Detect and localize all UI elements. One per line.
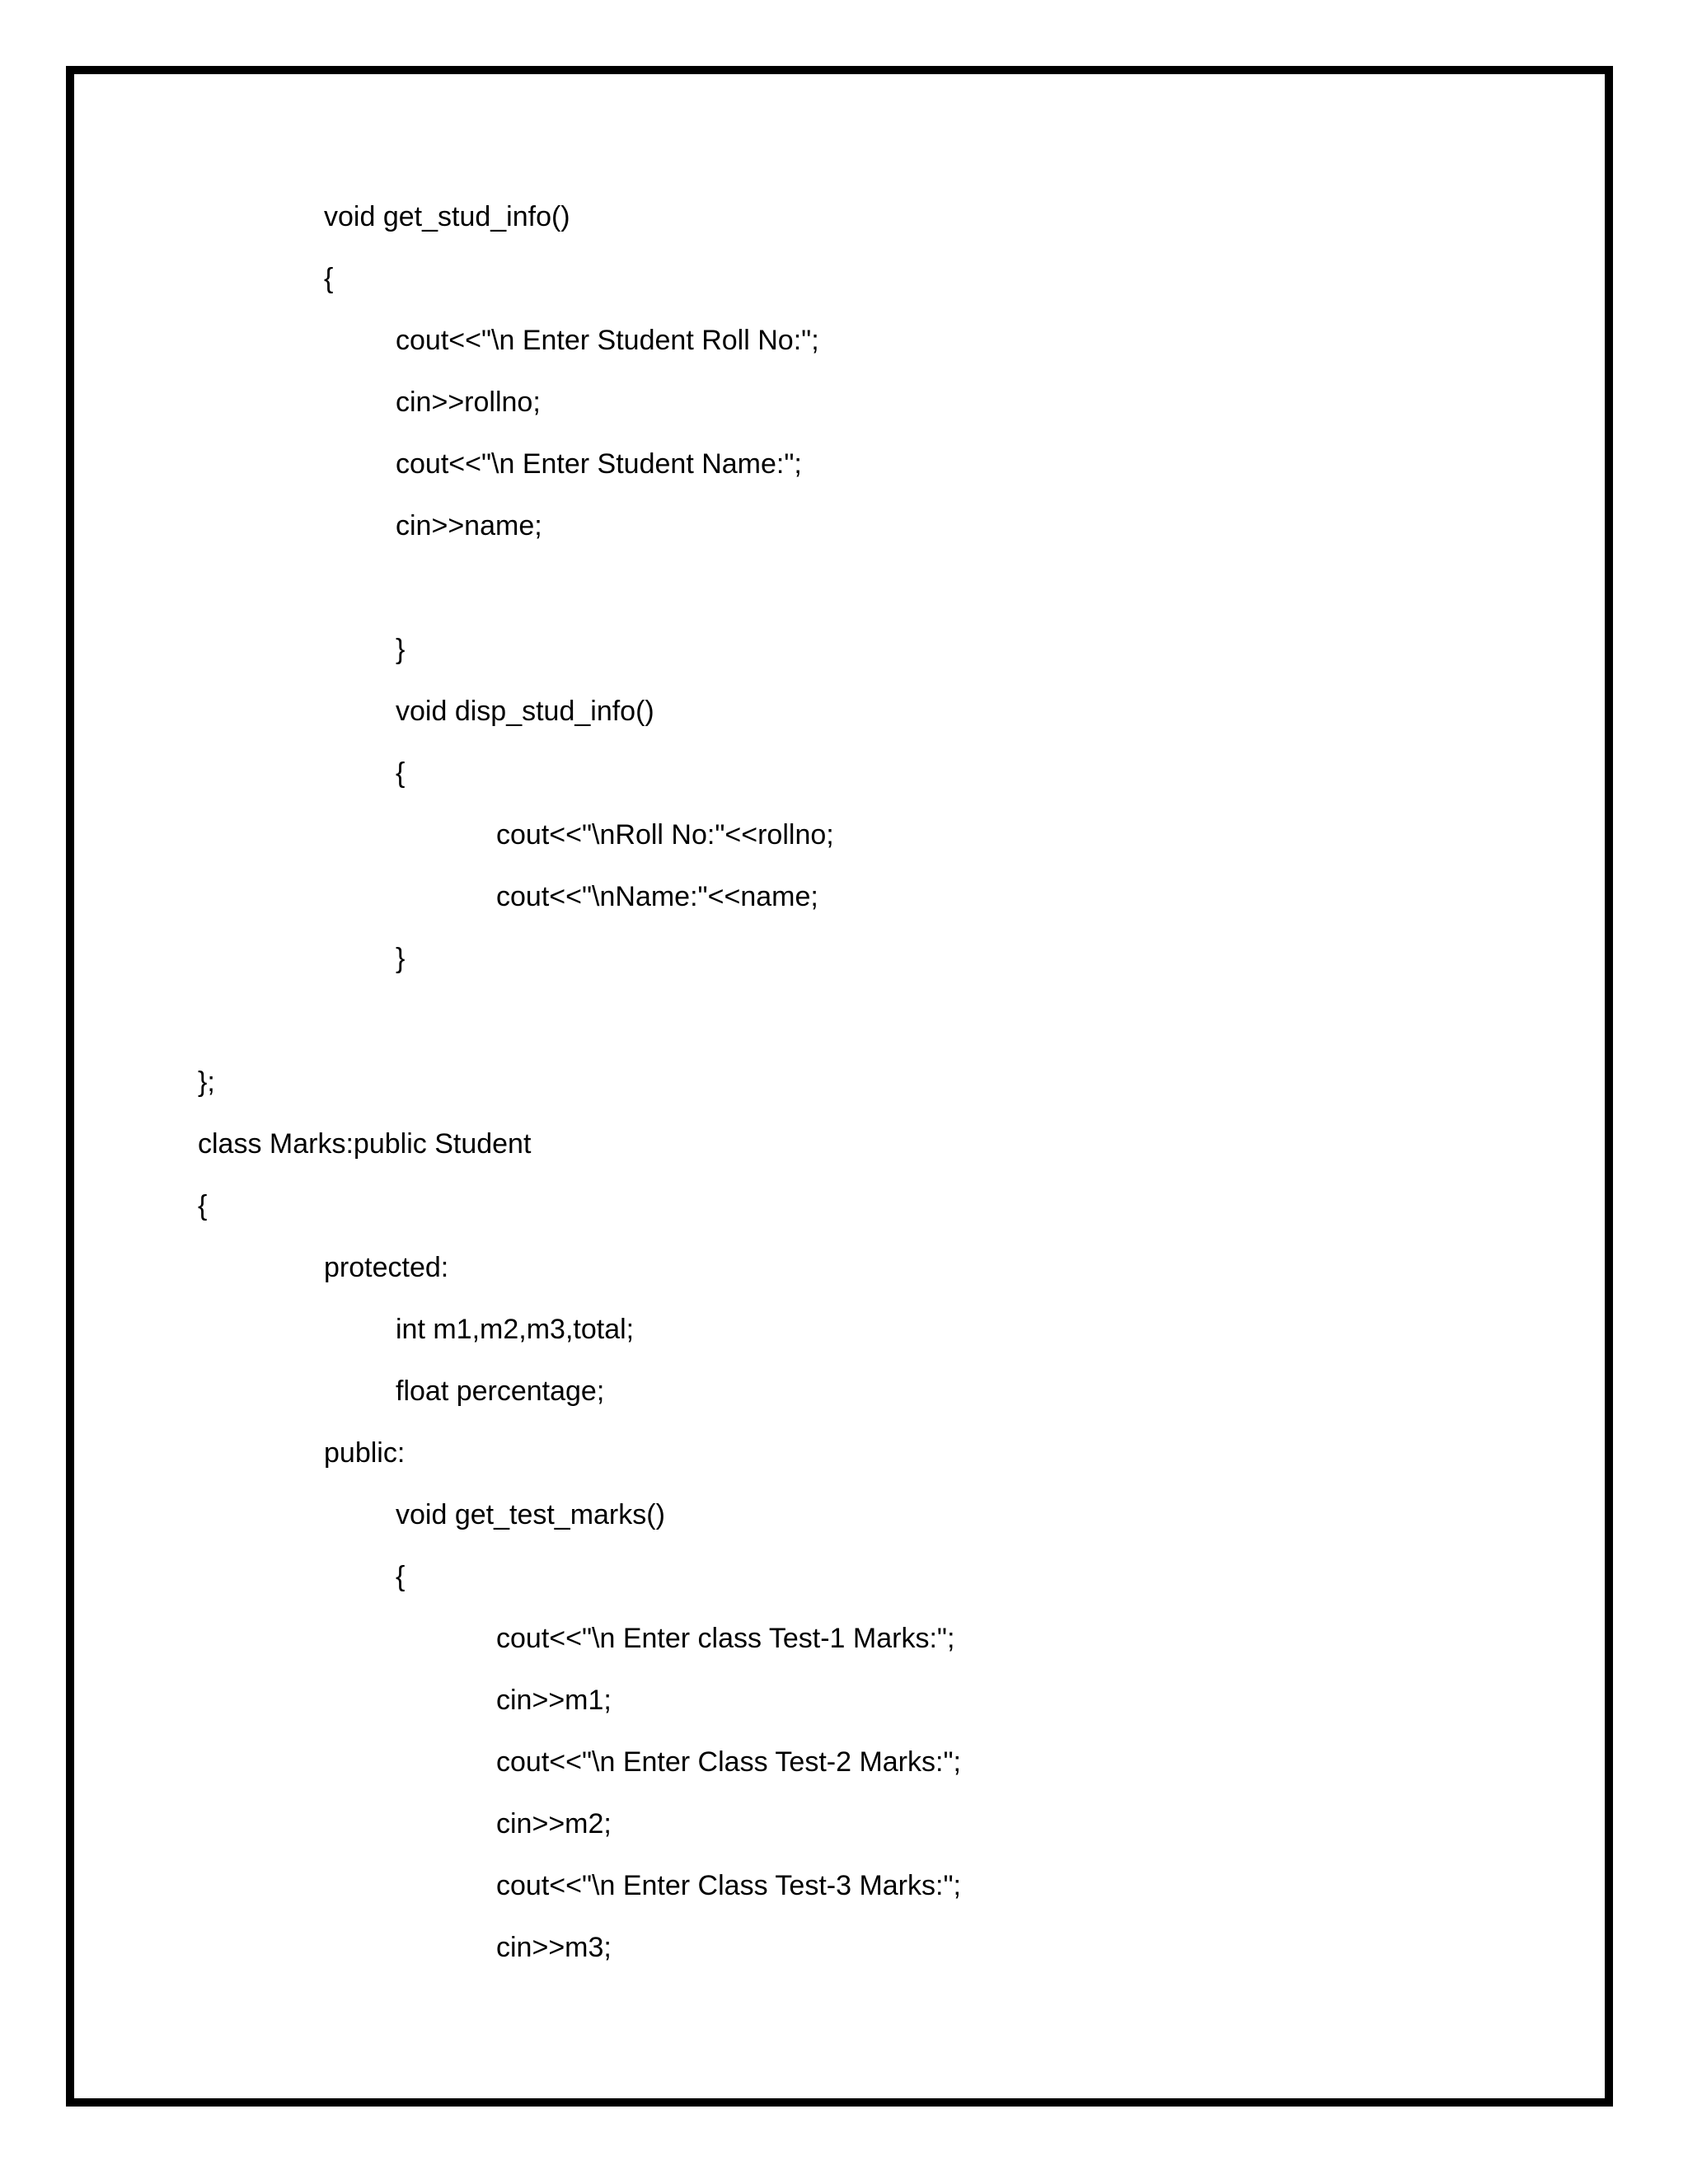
code-line: cout<<"\n Enter Student Roll No:";: [396, 325, 819, 356]
code-line: cout<<"\n Enter Class Test-3 Marks:";: [496, 1870, 961, 1901]
code-line: public:: [324, 1437, 406, 1469]
code-line: class Marks:public Student: [198, 1128, 532, 1160]
code-line: cout<<"\nName:"<<name;: [496, 881, 818, 912]
code-line: }: [396, 943, 406, 974]
code-line: cin>>name;: [396, 510, 542, 541]
code-line: float percentage;: [396, 1376, 605, 1407]
code-line: void get_test_marks(): [396, 1499, 665, 1530]
page-border: [66, 66, 1613, 2107]
code-line: cin>>m2;: [496, 1808, 612, 1840]
code-line: int m1,m2,m3,total;: [396, 1314, 635, 1345]
code-line: cin>>m1;: [496, 1685, 612, 1716]
code-line: void get_stud_info(): [324, 201, 570, 232]
code-line: cout<<"\nRoll No:"<<rollno;: [496, 819, 834, 851]
code-line: }: [396, 634, 406, 665]
code-line: };: [198, 1066, 215, 1098]
code-line: cout<<"\n Enter Student Name:";: [396, 448, 802, 480]
code-line: {: [198, 1190, 208, 1221]
code-line: void disp_stud_info(): [396, 696, 654, 727]
code-line: cout<<"\n Enter class Test-1 Marks:";: [496, 1623, 955, 1654]
code-line: cin>>m3;: [496, 1932, 612, 1963]
code-line: {: [324, 263, 334, 294]
code-line: cout<<"\n Enter Class Test-2 Marks:";: [496, 1746, 961, 1778]
code-line: protected:: [324, 1252, 449, 1283]
code-line: {: [396, 1561, 406, 1592]
code-line: cin>>rollno;: [396, 387, 541, 418]
code-line: {: [396, 757, 406, 789]
